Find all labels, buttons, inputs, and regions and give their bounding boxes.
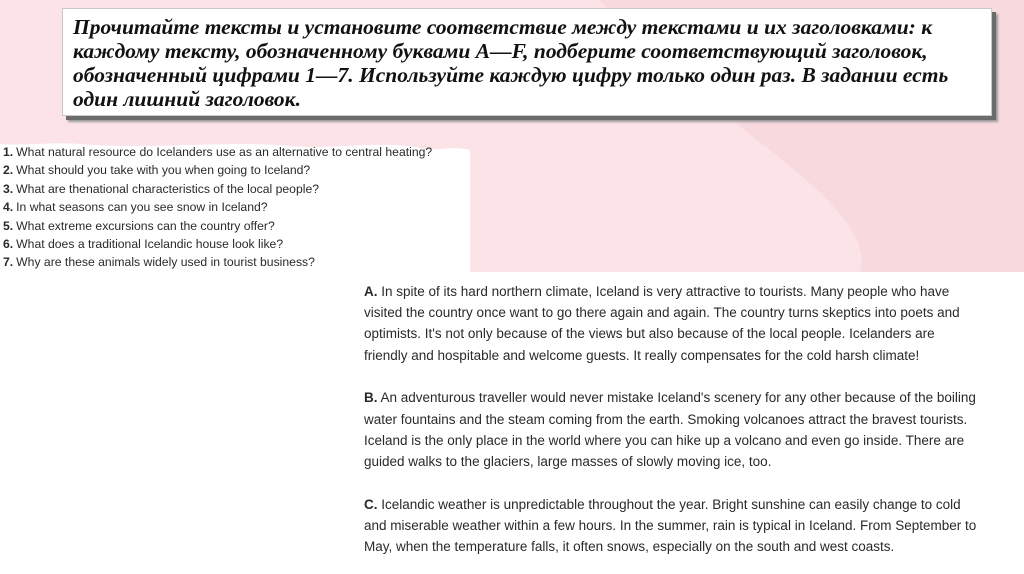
text-line: Iceland is the only place in the world where you can hike up a volcano and even go inside. There are: [364, 432, 965, 448]
text-line: May, when the temperature falls, it often snows, especially on the south and west coasts.: [364, 539, 895, 555]
list-item: [3, 143, 523, 161]
text-line: and miserable weather within a few hours. In the summer, rain is typical in Iceland. From September to: [364, 518, 977, 534]
list-item: [3, 198, 523, 216]
heading-number: 5.: [3, 218, 14, 233]
text-line: [364, 281, 1024, 302]
text-line: visited the country once want to go there again and again. The country turns skeptics into poets and: [364, 305, 960, 321]
text-line: [364, 387, 1024, 408]
heading-text: What are thenational characteristics of the local people?: [16, 181, 320, 196]
text-letter: B.: [364, 390, 378, 406]
list-item: [3, 235, 523, 253]
text-line: friendly and hospitable and welcome guests. It really compensates for the cold harsh climate!: [364, 347, 920, 363]
text-letter: A.: [364, 284, 378, 299]
heading-number: 2.: [3, 163, 14, 178]
text-b: [364, 387, 1024, 472]
texts-section: [364, 281, 1024, 574]
text-c: [364, 494, 1024, 558]
list-item: [3, 217, 523, 235]
text-line-content: An adventurous traveller would never mistake Iceland's scenery for any other because of the boiling: [380, 390, 976, 406]
text-line: [364, 494, 1024, 515]
list-item: [3, 253, 523, 271]
heading-text: What natural resource do Icelanders use as an alternative to central heating?: [16, 145, 433, 159]
text-line: optimists. It's not only because of the views but also because of the local people. Icelanders are: [364, 326, 935, 342]
heading-text: What should you take with you when going to Iceland?: [16, 163, 311, 178]
text-a: [364, 281, 1024, 366]
text-line: guided walks to the glaciers, large masses of slowly moving ice, too.: [364, 454, 772, 470]
heading-number: 1.: [3, 145, 14, 159]
list-item: [3, 180, 523, 198]
heading-number: 4.: [3, 200, 14, 215]
text-line-content: Icelandic weather is unpredictable throughout the year. Bright sunshine can easily change to cold: [381, 496, 961, 512]
instruction-text: Прочитайте тексты и установите соответствие между текстами и их заголовками: к каждому тексту, обозначенному буквами А—F, подберите соответствующий заголовок, обозначенный цифрами 1—7. Используйте каждую цифру только один раз. В задании есть один лишний заголовок.: [73, 15, 949, 111]
list-item: [3, 161, 523, 179]
heading-text: What does a traditional Icelandic house look like?: [16, 237, 284, 252]
text-line: water fountains and the steam coming from the earth. Smoking volcanoes attract the bravest tourists.: [364, 411, 968, 427]
headings-list: [3, 143, 523, 272]
instruction-box: [62, 8, 992, 116]
heading-number: 6.: [3, 237, 14, 252]
heading-text: What extreme excursions can the country offer?: [16, 218, 275, 233]
heading-text: Why are these animals widely used in tourist business?: [16, 255, 315, 270]
heading-number: 3.: [3, 181, 14, 196]
heading-text: In what seasons can you see snow in Iceland?: [16, 200, 268, 215]
text-line-content: In spite of its hard northern climate, Iceland is very attractive to tourists. Many people who have: [381, 284, 950, 299]
text-letter: C.: [364, 496, 378, 512]
heading-number: 7.: [3, 255, 14, 270]
